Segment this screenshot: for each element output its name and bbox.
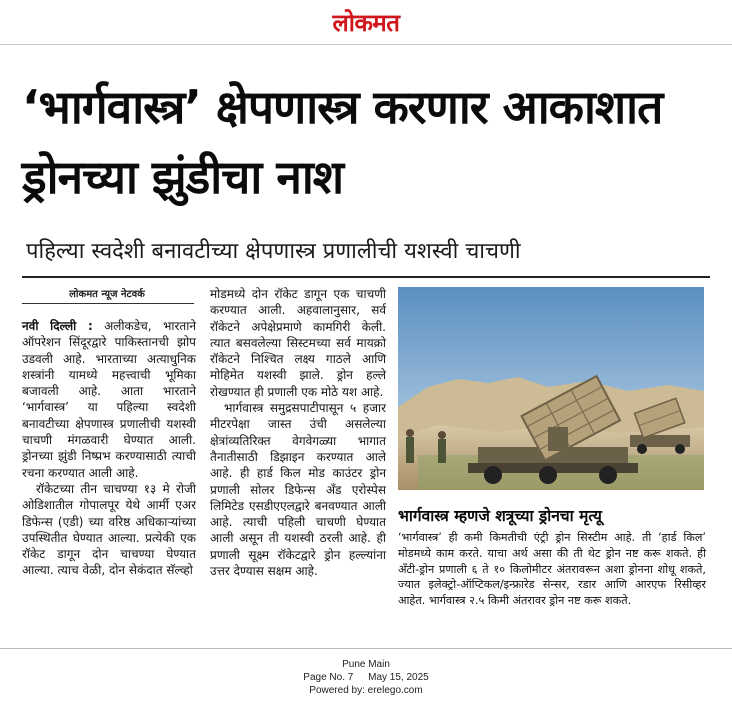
footer-divider — [0, 648, 732, 649]
newspaper-logo: लोकमत — [332, 9, 400, 37]
byline-divider — [22, 303, 194, 304]
edition-name: Pune Main — [342, 659, 390, 670]
article-photo — [398, 287, 704, 490]
article-headline: ‘भार्गवास्त्र’ क्षेपणास्त्र करणार आकाशात ड्रोनच्या झुंडीचा नाश — [22, 80, 663, 204]
missile-launcher-photo — [398, 287, 704, 490]
sidebar-paragraph: ‘भार्गवास्त्र’ ही कमी किमतीची एंट्री ड्रोन सिस्टीम आहे. ती ‘हार्ड किल’ मोडमध्ये काम करते. याचा अर्थ असा की ती थेट ड्रोन नष्ट करू शकते. ही अँटी-ड्रोन प्रणाली ६ ते १० किलोमीटर अंतरावरून अशा ड्रोनना शोधू शकते, ज्यात इलेक्ट्रो-ऑप्टिकल/इन्फ्रारेड सेन्सर, रडार आणि आरएफ रिसीव्हर आहेत. भार्गवास्त्र २.५ किमी अंतरावर ड्रोन नष्ट करू शकते. — [398, 531, 706, 608]
publish-date: May 15, 2025 — [368, 672, 429, 683]
byline: लोकमत न्यूज नेटवर्क — [69, 289, 145, 300]
article-subheadline: पहिल्या स्वदेशी बनावटीच्या क्षेपणास्त्र प्रणालीची यशस्वी चाचणी — [26, 239, 521, 264]
article-paragraph: रॉकेटच्या तीन चाचण्या १३ मे रोजी ओडिशातील गोपालपूर येथे आर्मी एअर डिफेन्स (एडी) च्या वरिष्ठ अधिकाऱ्यांच्या उपस्थितीत घेण्यात आल्या. प्रत्येकी एक रॉकेट डागून दोन चाचण्या घेण्यात आल्या. त्याच वेळी, दोन सेकंदात सॅल्व्हो — [22, 481, 196, 578]
article-column-2 — [210, 286, 386, 579]
article-paragraph: मोडमध्ये दोन रॉकेट डागून एक चाचणी करण्यात आली. अहवालानुसार, सर्व रॉकेटने अपेक्षेप्रमाणे कामगिरी केली. त्यात बसवलेल्या सिस्टमच्या सर्व मायक्रो रॉकेटने निश्चित लक्ष्य गाठले आणि मोहिमेत यशस्वी झाले. ड्रोन हल्ले रोखण्यात ही प्रणाली एक मोठे यश आहे. — [210, 287, 386, 399]
masthead-divider — [0, 44, 732, 45]
powered-by: Powered by: erelego.com — [309, 685, 423, 696]
article-paragraph: भार्गवास्त्र समुद्रसपाटीपासून ५ हजार मीटरपेक्षा जास्त उंची असलेल्या क्षेत्रांव्यतिरिक्त वेगवेगळ्या भागात तैनातीसाठी डिझाइन करण्यात आले आहे. ही हार्ड किल मोड काउंटर ड्रोन प्रणाली सोलर डिफेन्स अँड एरोस्पेस लिमिटेड एसडीएएलद्वारे बनवण्यात आली आहे. त्याची पहिली चाचणी घेण्यात आली असून ती यशस्वी ठरली आहे. ही प्रणाली सूक्ष्म रॉकेटद्वारे ड्रोन हल्ल्यांना उत्तर देण्यास सक्षम आहे. — [210, 401, 386, 579]
subheadline-divider — [22, 276, 710, 278]
page-footer — [0, 658, 732, 697]
dateline: नवी दिल्ली : — [22, 319, 93, 333]
article-column-1 — [22, 318, 196, 579]
page-number: Page No. 7 — [303, 672, 354, 683]
sidebar-text — [398, 530, 706, 609]
sidebar-title: भार्गवास्त्र म्हणजे शत्रूच्या ड्रोनचा मृत्यू — [398, 507, 602, 525]
masthead — [0, 0, 732, 44]
page-info — [0, 671, 732, 684]
article-paragraph: अलीकडेच, भारताने ऑपरेशन सिंदूरद्वारे पाकिस्तानची झोप उडवली आहे. भारताच्या अत्याधुनिक शस्त्रांनी यामध्ये महत्त्वाची भूमिका बजावली आहे. आता भारताने ‘भार्गवास्त्र’ या पहिल्या स्वदेशी बनावटीच्या क्षेपणास्त्र प्रणालीची यशस्वी चाचणी मंगळवारी घेण्यात आली. ड्रोनच्या झुंडी निष्प्रभ करण्यासाठी त्याची रचना करण्यात आली आहे. — [22, 319, 197, 480]
